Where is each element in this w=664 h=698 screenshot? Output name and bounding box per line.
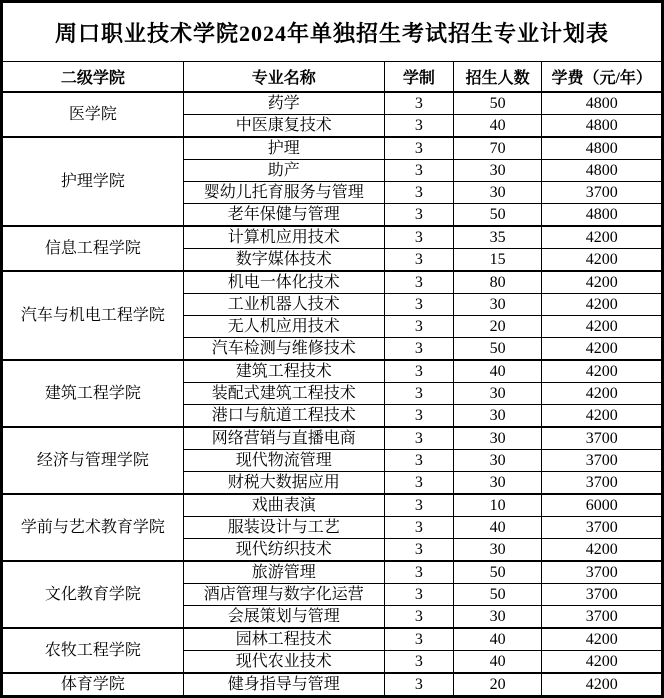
table-row — [2, 271, 663, 294]
tuition-cell: 4200 — [542, 628, 663, 651]
major-name-cell: 机电一体化技术 — [183, 271, 384, 294]
duration-cell: 3 — [384, 673, 453, 697]
enrollment-count-cell: 35 — [453, 226, 541, 249]
column-header-college: 二级学院 — [2, 62, 184, 92]
major-name-cell: 现代农业技术 — [183, 650, 384, 673]
table-row — [2, 628, 663, 651]
enrollment-count-cell: 40 — [453, 360, 541, 383]
enrollment-count-cell: 15 — [453, 248, 541, 271]
tuition-cell: 3700 — [542, 516, 663, 538]
major-name-cell: 无人机应用技术 — [183, 315, 384, 337]
table-row — [2, 561, 663, 584]
enrollment-count-cell: 30 — [453, 605, 541, 628]
college-name-cell: 经济与管理学院 — [2, 427, 184, 494]
major-name-cell: 现代纺织技术 — [183, 538, 384, 561]
college-name-cell: 体育学院 — [2, 673, 184, 697]
table-row — [2, 226, 663, 249]
duration-cell: 3 — [384, 404, 453, 427]
major-name-cell: 计算机应用技术 — [183, 226, 384, 249]
tuition-cell: 3700 — [542, 449, 663, 471]
tuition-cell: 4200 — [542, 337, 663, 360]
duration-cell: 3 — [384, 494, 453, 517]
duration-cell: 3 — [384, 226, 453, 249]
enrollment-count-cell: 20 — [453, 673, 541, 697]
table-row — [2, 427, 663, 450]
major-name-cell: 健身指导与管理 — [183, 673, 384, 697]
duration-cell: 3 — [384, 583, 453, 605]
duration-cell: 3 — [384, 248, 453, 271]
tuition-cell: 4200 — [542, 404, 663, 427]
enrollment-count-cell: 30 — [453, 159, 541, 181]
column-header-tuition: 学费（元/年） — [542, 62, 663, 92]
major-name-cell: 工业机器人技术 — [183, 293, 384, 315]
enrollment-count-cell: 50 — [453, 583, 541, 605]
duration-cell: 3 — [384, 650, 453, 673]
tuition-cell: 3700 — [542, 583, 663, 605]
enrollment-count-cell: 50 — [453, 561, 541, 584]
duration-cell: 3 — [384, 337, 453, 360]
duration-cell: 3 — [384, 449, 453, 471]
college-name-cell: 农牧工程学院 — [2, 628, 184, 673]
major-name-cell: 助产 — [183, 159, 384, 181]
college-name-cell: 信息工程学院 — [2, 226, 184, 271]
college-name-cell: 建筑工程学院 — [2, 360, 184, 427]
tuition-cell: 3700 — [542, 561, 663, 584]
tuition-cell: 4200 — [542, 360, 663, 383]
duration-cell: 3 — [384, 628, 453, 651]
enrollment-count-cell: 20 — [453, 315, 541, 337]
enrollment-count-cell: 30 — [453, 471, 541, 494]
major-name-cell: 老年保健与管理 — [183, 203, 384, 226]
tuition-cell: 4800 — [542, 203, 663, 226]
header-row — [2, 62, 663, 92]
enrollment-count-cell: 50 — [453, 337, 541, 360]
major-name-cell: 现代物流管理 — [183, 449, 384, 471]
duration-cell: 3 — [384, 137, 453, 160]
tuition-cell: 4800 — [542, 159, 663, 181]
table-title: 周口职业技术学院2024年单独招生考试招生专业计划表 — [2, 2, 663, 62]
major-name-cell: 会展策划与管理 — [183, 605, 384, 628]
duration-cell: 3 — [384, 159, 453, 181]
major-name-cell: 药学 — [183, 92, 384, 115]
college-name-cell: 文化教育学院 — [2, 561, 184, 628]
enrollment-count-cell: 40 — [453, 114, 541, 137]
table-row — [2, 137, 663, 160]
major-name-cell: 财税大数据应用 — [183, 471, 384, 494]
enrollment-count-cell: 30 — [453, 449, 541, 471]
enrollment-count-cell: 30 — [453, 382, 541, 404]
major-name-cell: 园林工程技术 — [183, 628, 384, 651]
column-header-enrollment: 招生人数 — [453, 62, 541, 92]
tuition-cell: 4200 — [542, 673, 663, 697]
duration-cell: 3 — [384, 382, 453, 404]
enrollment-count-cell: 40 — [453, 628, 541, 651]
tuition-cell: 4200 — [542, 248, 663, 271]
table-row — [2, 673, 663, 697]
major-name-cell: 戏曲表演 — [183, 494, 384, 517]
duration-cell: 3 — [384, 360, 453, 383]
college-name-cell: 护理学院 — [2, 137, 184, 226]
enrollment-count-cell: 30 — [453, 427, 541, 450]
duration-cell: 3 — [384, 293, 453, 315]
major-name-cell: 港口与航道工程技术 — [183, 404, 384, 427]
table-row — [2, 92, 663, 115]
college-name-cell: 汽车与机电工程学院 — [2, 271, 184, 360]
table-body — [2, 92, 663, 697]
duration-cell: 3 — [384, 538, 453, 561]
title-row — [2, 2, 663, 62]
duration-cell: 3 — [384, 605, 453, 628]
duration-cell: 3 — [384, 181, 453, 203]
tuition-cell: 4200 — [542, 538, 663, 561]
major-name-cell: 汽车检测与维修技术 — [183, 337, 384, 360]
column-header-duration: 学制 — [384, 62, 453, 92]
duration-cell: 3 — [384, 315, 453, 337]
enrollment-count-cell: 40 — [453, 650, 541, 673]
enrollment-count-cell: 10 — [453, 494, 541, 517]
duration-cell: 3 — [384, 471, 453, 494]
major-name-cell: 护理 — [183, 137, 384, 160]
major-name-cell: 婴幼儿托育服务与管理 — [183, 181, 384, 203]
tuition-cell: 4800 — [542, 137, 663, 160]
enrollment-count-cell: 80 — [453, 271, 541, 294]
major-name-cell: 数字媒体技术 — [183, 248, 384, 271]
enrollment-count-cell: 40 — [453, 516, 541, 538]
tuition-cell: 4200 — [542, 293, 663, 315]
enrollment-count-cell: 50 — [453, 92, 541, 115]
duration-cell: 3 — [384, 92, 453, 115]
tuition-cell: 4200 — [542, 315, 663, 337]
enrollment-count-cell: 50 — [453, 203, 541, 226]
duration-cell: 3 — [384, 114, 453, 137]
tuition-cell: 3700 — [542, 427, 663, 450]
table-row — [2, 360, 663, 383]
tuition-cell: 6000 — [542, 494, 663, 517]
enrollment-count-cell: 30 — [453, 293, 541, 315]
enrollment-count-cell: 30 — [453, 538, 541, 561]
tuition-cell: 3700 — [542, 181, 663, 203]
tuition-cell: 3700 — [542, 605, 663, 628]
enrollment-count-cell: 70 — [453, 137, 541, 160]
tuition-cell: 3700 — [542, 471, 663, 494]
tuition-cell: 4800 — [542, 114, 663, 137]
duration-cell: 3 — [384, 203, 453, 226]
college-name-cell: 医学院 — [2, 92, 184, 137]
duration-cell: 3 — [384, 561, 453, 584]
tuition-cell: 4200 — [542, 226, 663, 249]
major-name-cell: 建筑工程技术 — [183, 360, 384, 383]
major-name-cell: 装配式建筑工程技术 — [183, 382, 384, 404]
column-header-major: 专业名称 — [183, 62, 384, 92]
tuition-cell: 4200 — [542, 382, 663, 404]
tuition-cell: 4200 — [542, 650, 663, 673]
duration-cell: 3 — [384, 516, 453, 538]
duration-cell: 3 — [384, 271, 453, 294]
duration-cell: 3 — [384, 427, 453, 450]
major-name-cell: 服装设计与工艺 — [183, 516, 384, 538]
enrollment-count-cell: 30 — [453, 181, 541, 203]
college-name-cell: 学前与艺术教育学院 — [2, 494, 184, 561]
major-name-cell: 酒店管理与数字化运营 — [183, 583, 384, 605]
major-name-cell: 旅游管理 — [183, 561, 384, 584]
major-name-cell: 中医康复技术 — [183, 114, 384, 137]
major-name-cell: 网络营销与直播电商 — [183, 427, 384, 450]
tuition-cell: 4800 — [542, 92, 663, 115]
table-row — [2, 494, 663, 517]
enrollment-count-cell: 30 — [453, 404, 541, 427]
tuition-cell: 4200 — [542, 271, 663, 294]
